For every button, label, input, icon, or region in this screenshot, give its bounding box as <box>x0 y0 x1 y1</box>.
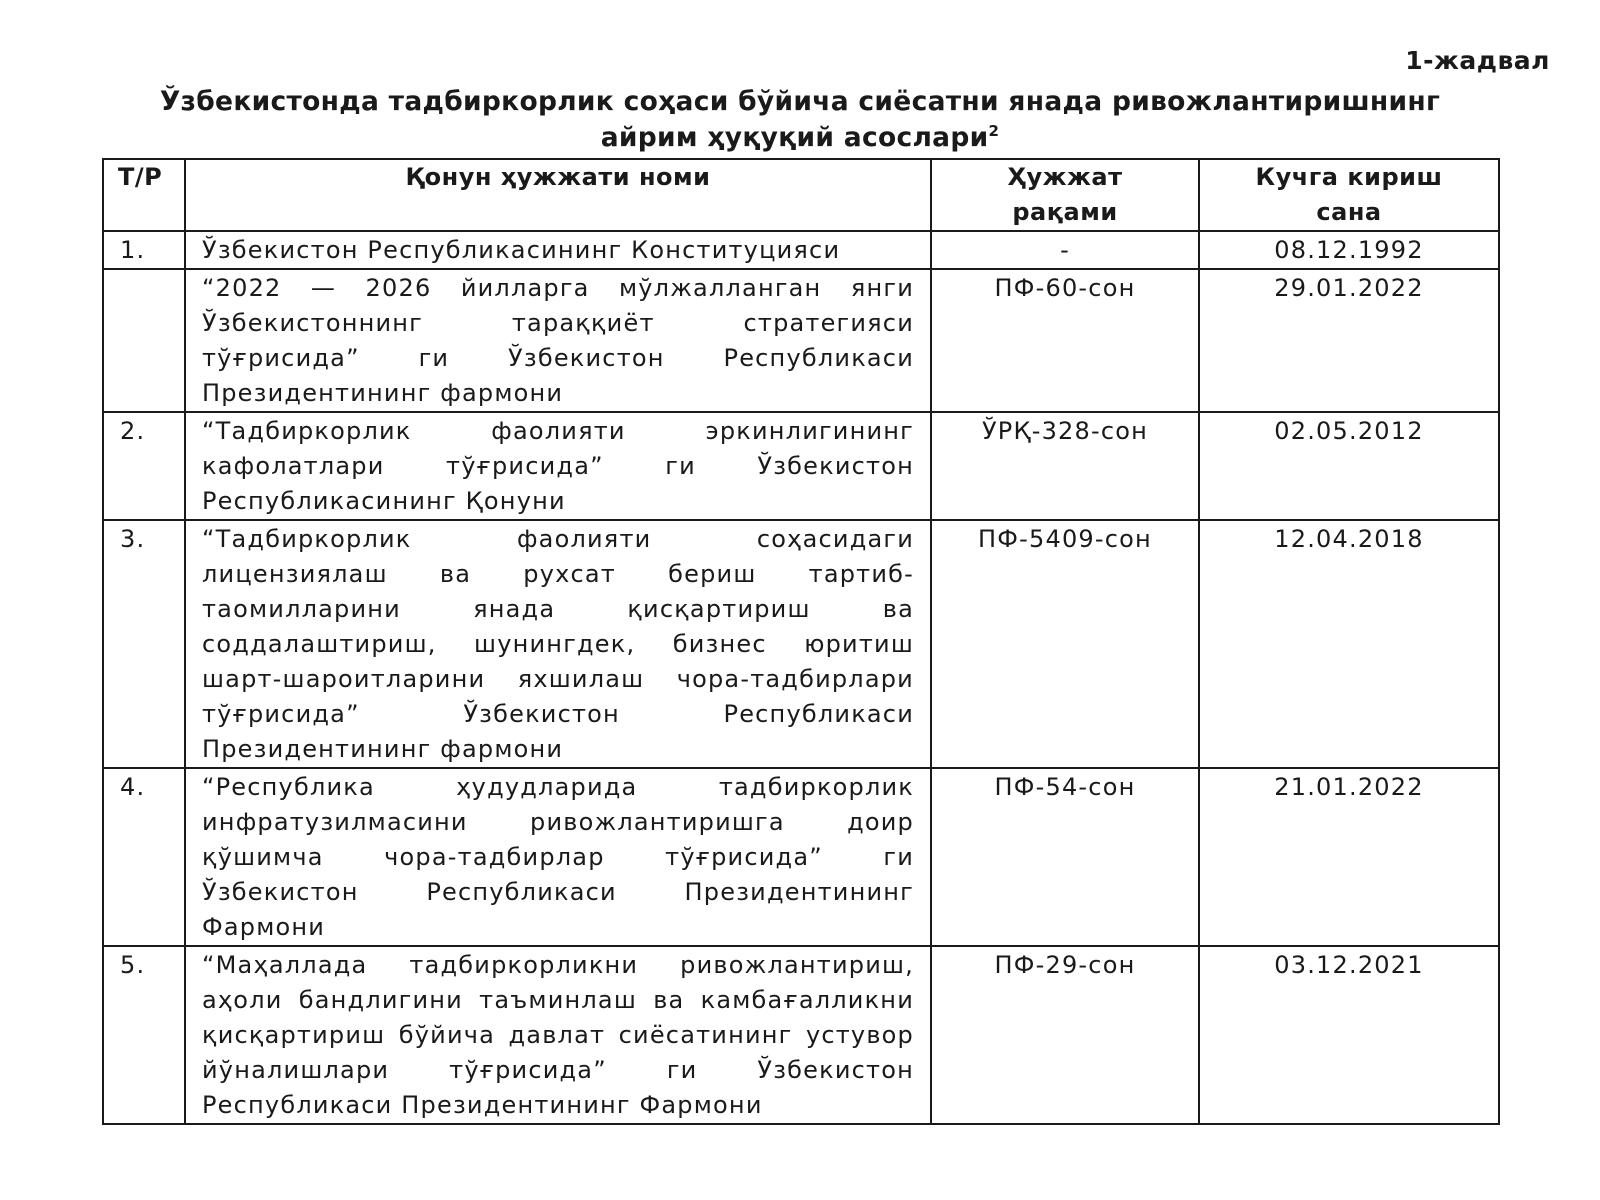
effective-date: 29.01.2022 <box>1199 269 1499 412</box>
document-number: ПФ-54-сон <box>931 768 1199 946</box>
table-row <box>103 412 1499 520</box>
row-number: 1. <box>103 231 185 269</box>
table-row <box>103 231 1499 269</box>
effective-date: 08.12.1992 <box>1199 231 1499 269</box>
document-name: Ўзбекистон Республикасининг Конституцияси <box>185 231 931 269</box>
document-number: ПФ-29-сон <box>931 946 1199 1124</box>
table-row <box>103 520 1499 768</box>
header-effective-date-line2: сана <box>1316 198 1382 226</box>
table-header-row <box>103 159 1499 231</box>
header-document-number-line1: Ҳужжат <box>1007 163 1123 191</box>
header-document-number-line2: рақами <box>1012 198 1118 226</box>
row-number: 5. <box>103 946 185 1124</box>
row-number: 3. <box>103 520 185 768</box>
document-number: ЎРҚ-328-сон <box>931 412 1199 520</box>
row-number <box>103 269 185 412</box>
effective-date: 12.04.2018 <box>1199 520 1499 768</box>
header-number: Т/Р <box>103 159 185 231</box>
title-line-1: Ўзбекистонда тадбиркорлик соҳаси бўйича сиёсатни янада ривожлантиришнинг <box>159 86 1441 117</box>
title-line-2 <box>100 120 1500 156</box>
document-number: ПФ-5409-сон <box>931 520 1199 768</box>
document-name: “Республика ҳудудларида тадбиркорлик инфратузилмасини ривожлантиришга доир қўшимча чора-тадбирлар тўғрисида” ги Ўзбекистон Республикаси Президентининг Фармони <box>185 768 931 946</box>
header-document-number <box>931 159 1199 231</box>
header-effective-date-line1: Кучга кириш <box>1255 163 1443 191</box>
table-number-label: 1-жадвал <box>1405 46 1550 75</box>
table-title <box>100 84 1500 156</box>
table-row <box>103 946 1499 1124</box>
header-effective-date <box>1199 159 1499 231</box>
row-number: 4. <box>103 768 185 946</box>
row-number: 2. <box>103 412 185 520</box>
table-row <box>103 269 1499 412</box>
document-name: “2022 — 2026 йилларга мўлжалланган янги Ўзбекистоннинг тараққиёт стратегияси тўғрисида” ги Ўзбекистон Республикаси Президентининг фармони <box>185 269 931 412</box>
effective-date: 21.01.2022 <box>1199 768 1499 946</box>
legal-documents-table <box>102 158 1500 1125</box>
title-line-2-text: айрим ҳуқуқий асослари <box>600 122 989 153</box>
table-row <box>103 768 1499 946</box>
document-number: ПФ-60-сон <box>931 269 1199 412</box>
document-name: “Тадбиркорлик фаолияти соҳасидаги лицензиялаш ва рухсат бериш тартиб-таомилларини янада қисқартириш ва соддалаштириш, шунингдек, бизнес юритиш шарт-шароитларини яхшилаш чора-тадбирлари тўғрисида” Ўзбекистон Республикаси Президентининг фармони <box>185 520 931 768</box>
effective-date: 02.05.2012 <box>1199 412 1499 520</box>
document-number: - <box>931 231 1199 269</box>
document-name: “Тадбиркорлик фаолияти эркинлигининг кафолатлари тўғрисида” ги Ўзбекистон Республикасининг Қонуни <box>185 412 931 520</box>
header-document-name: Қонун ҳужжати номи <box>185 159 931 231</box>
footnote-mark: 2 <box>988 122 1000 141</box>
effective-date: 03.12.2021 <box>1199 946 1499 1124</box>
document-name: “Маҳаллада тадбиркорликни ривожлантириш, аҳоли бандлигини таъминлаш ва камбағалликни қисқартириш бўйича давлат сиёсатининг устувор йўналишлари тўғрисида” ги Ўзбекистон Республикаси Президентининг Фармони <box>185 946 931 1124</box>
